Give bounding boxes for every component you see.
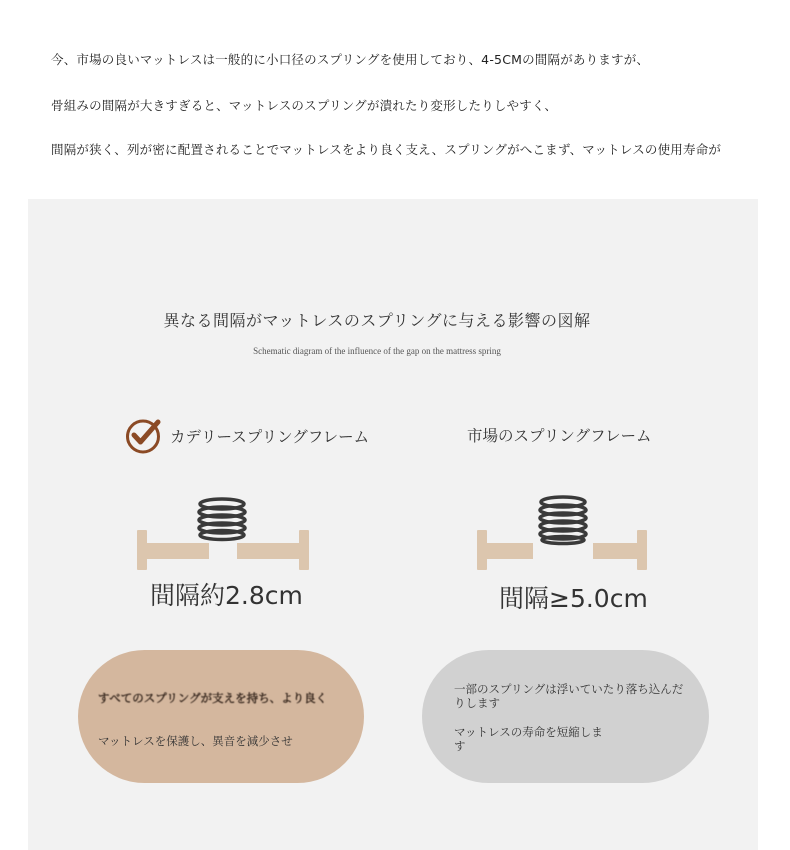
kaderi-benefit-line-2: マットレスを保護し、異音を減少させ bbox=[98, 734, 293, 748]
market-frame-label: 市場のスプリングフレーム bbox=[467, 427, 652, 445]
kaderi-benefit-line-1: すべてのスプリングが支えを持ち、より良く bbox=[98, 691, 328, 705]
narrow-gap-diagram bbox=[135, 495, 310, 570]
market-drawback-line-2: マットレスの寿命を短縮します bbox=[454, 725, 603, 753]
spring-icon bbox=[540, 497, 586, 544]
spring-icon bbox=[199, 499, 245, 540]
diagram-subtitle: Schematic diagram of the influence of the gap on the mattress spring bbox=[253, 346, 501, 356]
left-beam bbox=[477, 530, 533, 570]
wide-gap-value: 間隔≥5.0cm bbox=[499, 584, 648, 613]
diagram-title: 異なる間隔がマットレスのスプリングに与える影響の図解 bbox=[163, 311, 591, 330]
right-beam bbox=[593, 530, 647, 570]
kaderi-frame-label: カデリースプリングフレーム bbox=[170, 428, 370, 446]
intro-line-2: 骨組みの間隔が大きすぎると、マットレスのスプリングが潰れたり変形したりしやすく、 bbox=[51, 98, 558, 113]
check-circle-icon bbox=[125, 417, 162, 454]
market-drawback-line-1: 一部のスプリングは浮いていたり落ち込んだりします bbox=[454, 682, 684, 710]
narrow-gap-value: 間隔約2.8cm bbox=[150, 581, 303, 610]
kaderi-benefit-pill bbox=[78, 650, 364, 783]
intro-line-1: 今、市場の良いマットレスは一般的に小口径のスプリングを使用しており、4-5CMの間隔がありますが、 bbox=[51, 52, 650, 67]
market-drawback-pill bbox=[422, 650, 709, 783]
left-beam bbox=[137, 530, 209, 570]
right-beam bbox=[237, 530, 309, 570]
intro-line-3: 間隔が狭く、列が密に配置されることでマットレスをより良く支え、スプリングがへこまず、マットレスの使用寿命が bbox=[51, 142, 722, 157]
wide-gap-diagram bbox=[475, 495, 650, 570]
